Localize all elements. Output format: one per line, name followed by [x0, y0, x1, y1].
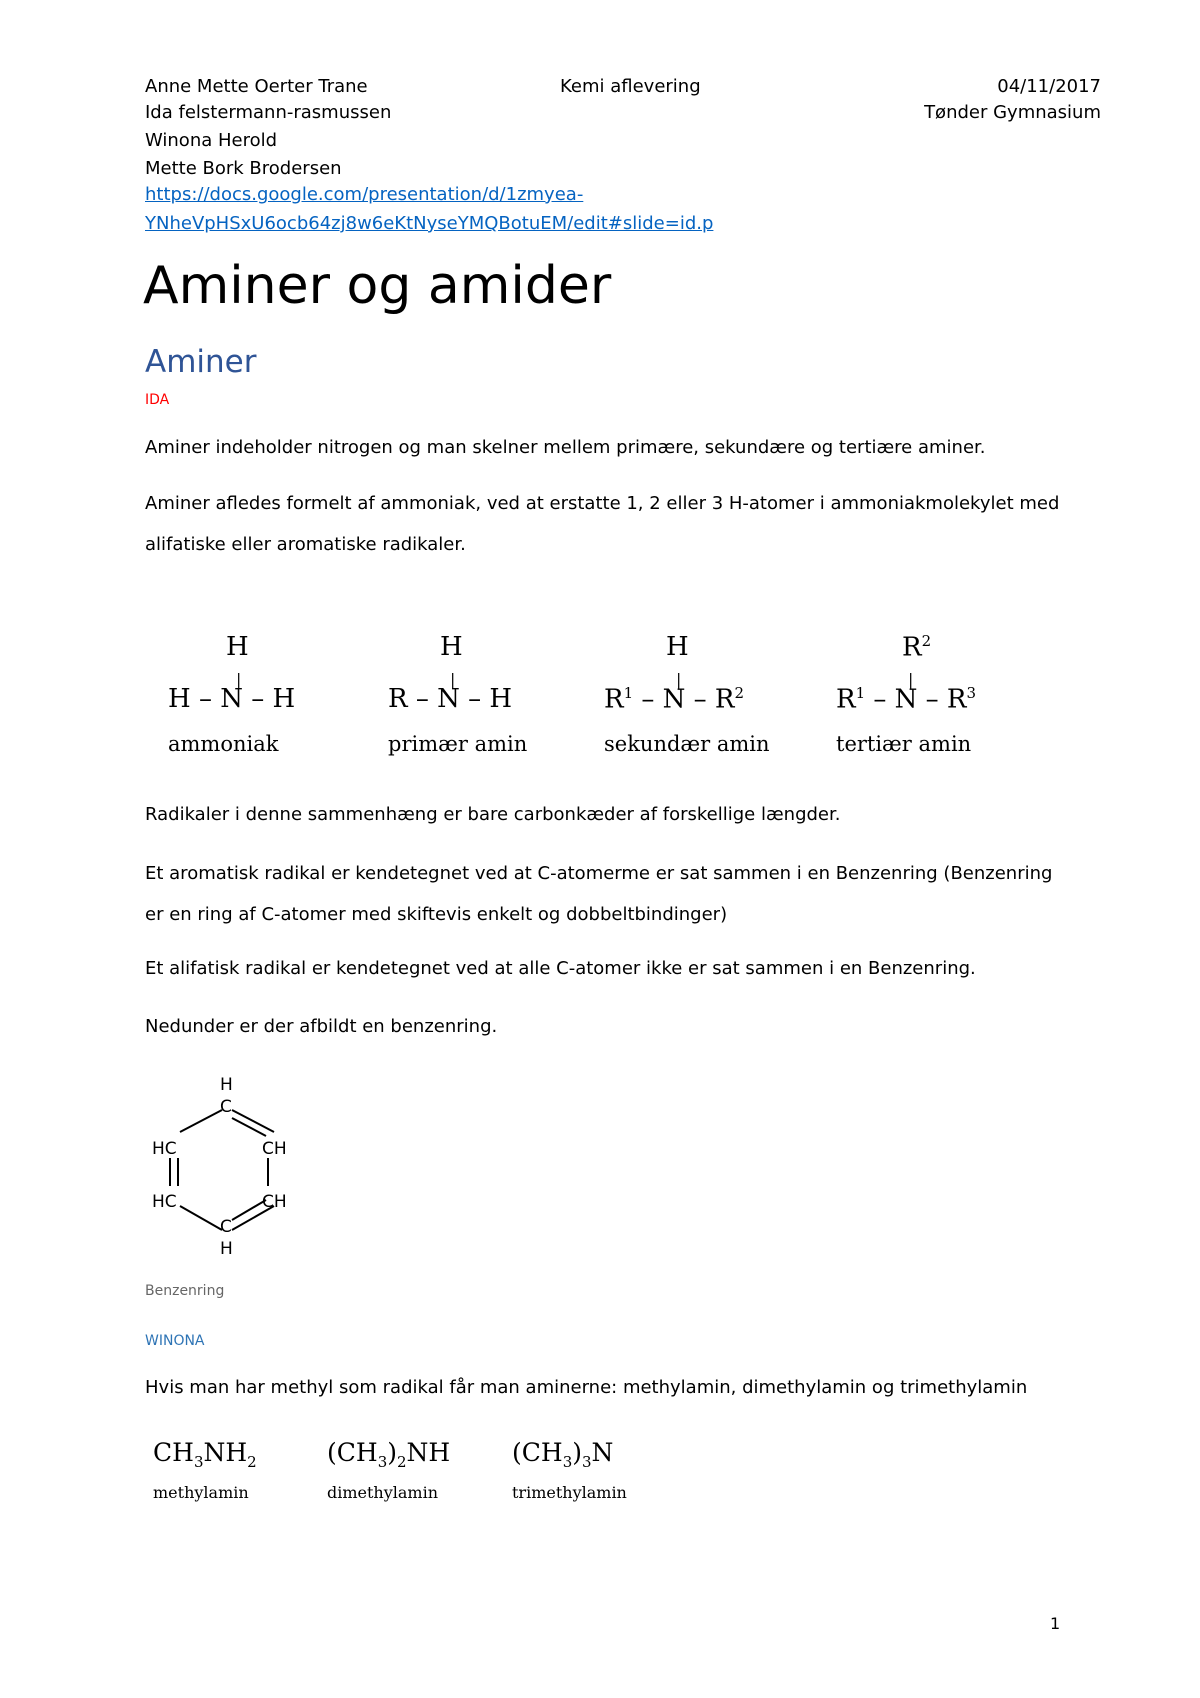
- author-2: Ida felstermann-rasmussen: [145, 102, 392, 123]
- author-1: Anne Mette Oerter Trane: [145, 76, 368, 97]
- amine-label: tertiær amin: [836, 732, 972, 756]
- formula-text: $(CH_3)_2NH$: [327, 1438, 451, 1471]
- document-title: Aminer og amider: [143, 256, 612, 316]
- formula-trimethylamin: [512, 1438, 627, 1502]
- benzene-left-bottom: HC: [152, 1192, 177, 1212]
- paragraph-1: Aminer indeholder nitrogen og man skelner mellem primære, sekundære og tertiære aminer.: [145, 437, 986, 458]
- benzene-bottom-h: H: [220, 1239, 233, 1259]
- paragraph-7: Hvis man har methyl som radikal får man aminerne: methylamin, dimethylamin og trimethylamin: [145, 1377, 1028, 1398]
- link-line-1: https://docs.google.com/presentation/d/1zmyea-: [145, 184, 584, 205]
- author-3: Winona Herold: [145, 130, 278, 151]
- benzene-bottom-c: C: [220, 1217, 232, 1237]
- paragraph-5: Et alifatisk radikal er kendetegnet ved at alle C-atomer ikke er sat sammen i en Benzenring.: [145, 958, 976, 979]
- benzene-top-c: C: [220, 1097, 232, 1117]
- presentation-link[interactable]: [145, 184, 583, 205]
- amine-top-h: H: [440, 632, 463, 662]
- formula-name: trimethylamin: [512, 1483, 627, 1502]
- paragraph-4: Et aromatisk radikal er kendetegnet ved at C-atomerme er sat sammen i en Benzenring (Benzenring er en ring af C-atomer med skiftevis enkelt og dobbeltbindinger): [145, 863, 1053, 925]
- subject: Kemi aflevering: [560, 76, 701, 97]
- amine-top-h: H: [666, 632, 689, 662]
- paragraph-6: Nedunder er der afbildt en benzenring.: [145, 1016, 498, 1037]
- section-heading: Aminer: [145, 344, 257, 380]
- page-number: 1: [1050, 1614, 1061, 1633]
- formula-methylamin: [153, 1438, 257, 1502]
- amine-formula: $R^1$ – N – $R^3$: [836, 684, 977, 715]
- amine-tertiary: $R^2$ | $R^1$ – N – $R^3$ tertiær amin: [836, 632, 977, 756]
- amine-label: sekundær amin: [604, 732, 770, 756]
- benzene-top-h: H: [220, 1075, 233, 1095]
- formula-name: dimethylamin: [327, 1483, 439, 1502]
- amine-formula: $R^1$ – N – $R^2$: [604, 684, 745, 715]
- date: 04/11/2017: [997, 76, 1101, 97]
- amine-secondary: H | $R^1$ – N – $R^2$ sekundær amin: [604, 632, 770, 756]
- amine-label: ammoniak: [168, 732, 279, 756]
- formula-dimethylamin: [327, 1438, 450, 1502]
- amine-top-r: $R^2$: [902, 632, 932, 663]
- formula-text: $CH_3NH_2$: [153, 1438, 257, 1471]
- benzene-right-bottom: CH: [262, 1192, 287, 1212]
- paragraph-2: Aminer afledes formelt af ammoniak, ved at erstatte 1, 2 eller 3 H-atomer i ammoniakmolekylet med alifatiske eller aromatiske radikaler.: [145, 493, 1060, 555]
- paragraph-3: Radikaler i denne sammenhæng er bare carbonkæder af forskellige længder.: [145, 804, 841, 825]
- presentation-link-cont[interactable]: [145, 213, 713, 234]
- amine-formula: R – N – H: [388, 684, 513, 714]
- benzene-ring-diagram: [140, 1070, 310, 1260]
- school: Tønder Gymnasium: [924, 102, 1101, 123]
- amine-label: primær amin: [388, 732, 528, 756]
- benzene-right-top: CH: [262, 1139, 287, 1159]
- benzene-left-top: HC: [152, 1139, 177, 1159]
- amine-formula: H – N – H: [168, 684, 296, 714]
- link-line-2: YNheVpHSxU6ocb64zj8w6eKtNyseYMQBotuEM/edit#slide=id.p: [145, 213, 714, 234]
- formula-name: methylamin: [153, 1483, 249, 1502]
- amine-top-h: H: [226, 632, 249, 662]
- formula-text: $(CH_3)_3N$: [512, 1438, 614, 1471]
- section-author-winona: WINONA: [145, 1333, 205, 1349]
- figure-caption: Benzenring: [145, 1283, 225, 1299]
- section-author-ida: IDA: [145, 392, 170, 408]
- amine-ammoniak: H | H – N – H ammoniak: [168, 632, 296, 756]
- author-4: Mette Bork Brodersen: [145, 158, 342, 179]
- amine-primary: H | R – N – H primær amin: [388, 632, 528, 756]
